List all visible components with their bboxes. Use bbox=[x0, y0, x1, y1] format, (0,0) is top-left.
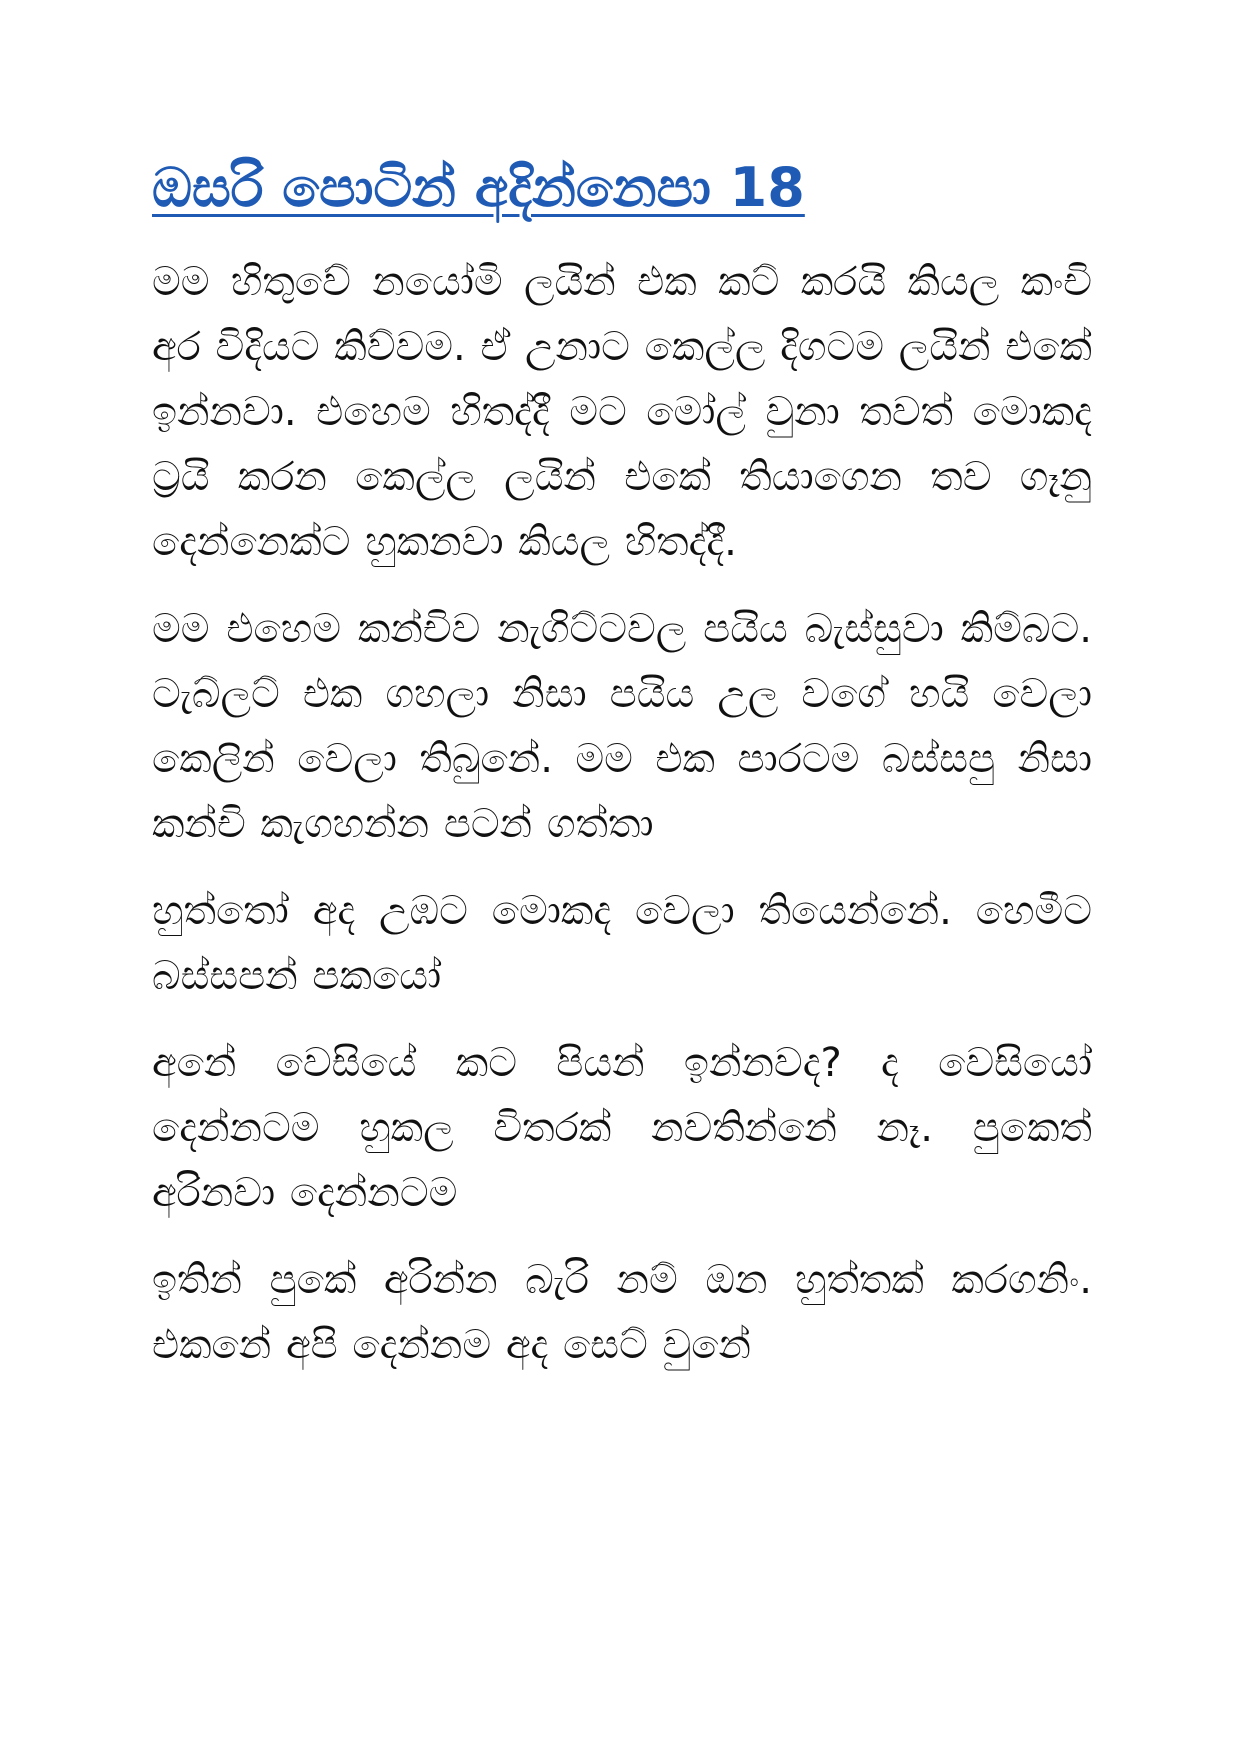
page-title: ඔසරි පොටින් අදින්නෙපා 18 bbox=[152, 156, 805, 219]
paragraph-1: මම හිතුවේ නයෝමි ලයින් එක කට් කරයි කියල කංචි අර විදියට කිව්වම. ඒ උනාට කෙල්ල දිගටම ලයින් එකේ ඉන්නවා. එහෙම හිතද්දී මට මෝල් වුනා තවත් මොකද ට්‍රයි කරන කෙල්ල ලයින් එකේ තියාගෙන තව ගෑනු දෙන්නෙක්ට හුකනවා කියල හිතද්දී. bbox=[152, 259, 1092, 565]
paragraph-3: හුත්තෝ අද උඹට මොකද වෙලා තියෙන්නේ. හෙමීට බස්සපන් පකයෝ bbox=[152, 888, 1092, 999]
document-page bbox=[152, 150, 1092, 1400]
paragraph-5: ඉතින් පුකේ අරින්න බැරි නම් ඔන හුත්තක් කරගනිං. එකනේ අපි දෙන්නම අද සෙට් වුනේ bbox=[152, 1257, 1092, 1368]
paragraph-2: මම එහෙම කන්චිව නැගිට්ටවල පයිය බැස්සුවා කිම්බට. ටැබ්ලට් එක ගහලා නිසා පයිය උල වගේ හයි වෙලා කෙලින් වෙලා තිබුනේ. මම එක පාරටම බස්සපු නිසා කන්චි කැගහන්න පටන් ගත්තා bbox=[152, 606, 1092, 847]
paragraph-4: අනේ වෙසියේ කට පියන් ඉන්නවද? ද වෙසියෝ දෙන්නටම හුකල විතරක් නවතින්නේ නෑ. පුකෙත් අරිනවා දෙන්නටම bbox=[152, 1040, 1092, 1216]
